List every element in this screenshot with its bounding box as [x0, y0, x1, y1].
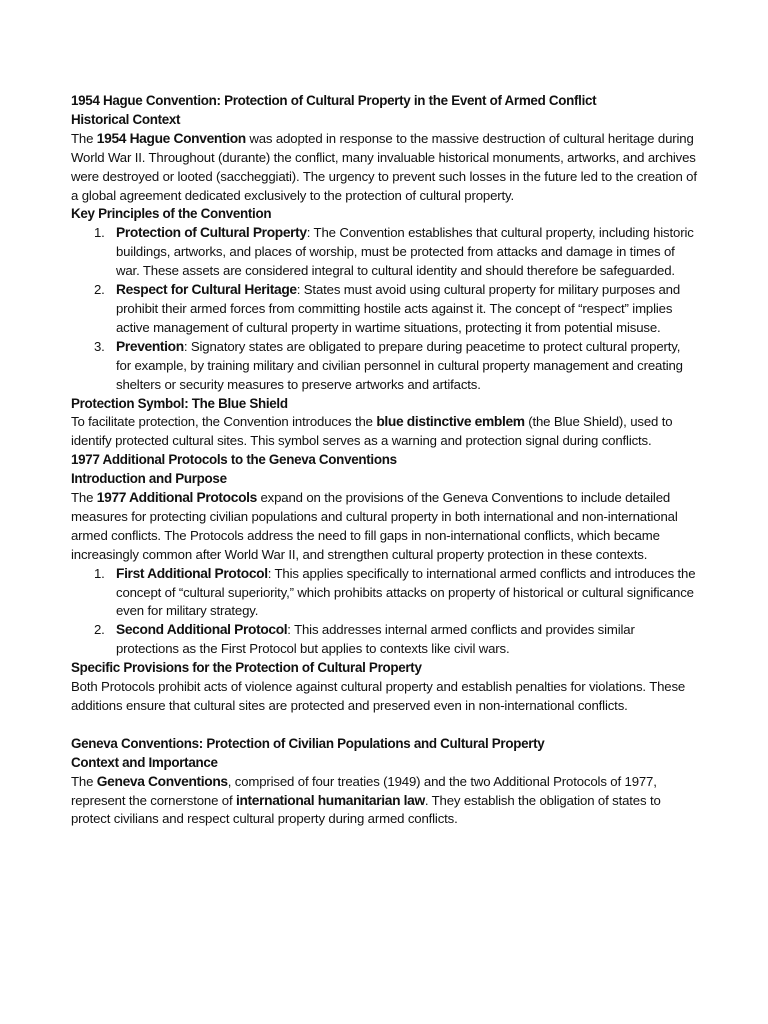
list-text: : Signatory states are obligated to prepare during peacetime to protect cultural property, for example, by training military and civilian personnel in cultural property management and creating shelters or security measures to preserve artworks and artifacts. [116, 338, 683, 392]
paragraph-historical-context: The 1954 Hague Convention was adopted in response to the massive destruction of cultural heritage during World War II. Throughout (durante) the conflict, many invaluable historical monuments, artworks, and archives were destroyed or looted (saccheggiati). The urgency to prevent such losses in the future led to the creation of a global agreement dedicated exclusively to the protection of cultural property. [71, 130, 697, 203]
list-term: Second Additional Protocol [116, 622, 288, 638]
list-term: Prevention [116, 338, 184, 354]
paragraph-specific-provisions: Both Protocols prohibit acts of violence against cultural property and establish penalties for violations. These additions ensure that cultural sites are protected and preserved even in non-international conflicts. [71, 679, 686, 713]
paragraph-protection-symbol: To facilitate protection, the Convention introduces the blue distinctive emblem (the Blue Shield), used to identify protected cultural sites. This symbol serves as a warning and protection signal during conflicts. [71, 414, 673, 449]
heading-introduction: Introduction and Purpose [71, 471, 227, 487]
list-item [94, 281, 698, 338]
list-item [94, 565, 698, 622]
list-term: First Additional Protocol [116, 565, 268, 581]
heading-context-importance: Context and Importance [71, 754, 218, 770]
section-title-protocols: 1977 Additional Protocols to the Geneva Conventions [71, 452, 397, 468]
list-number: 1. [94, 225, 105, 241]
list-text: : States must avoid using cultural property for military purposes and prohibit their armed forces from committing hostile acts against it. The concept of “respect” implies active management of cultural property in wartime situations, protecting it from potential misuse. [116, 282, 681, 335]
document-body [71, 92, 698, 829]
blank-line [71, 716, 698, 735]
bold-term: blue distinctive emblem [376, 414, 525, 430]
principles-list [71, 224, 698, 394]
heading-key-principles: Key Principles of the Convention [71, 206, 272, 222]
heading-protection-symbol: Protection Symbol: The Blue Shield [71, 395, 288, 411]
list-number: 2. [94, 622, 105, 638]
list-text: : This applies specifically to international armed conflicts and introduces the concept of “cultural superiority,” which prohibits attacks on property of historical or cultural significance even for military strategy. [116, 565, 696, 619]
section-title-hague: 1954 Hague Convention: Protection of Cultural Property in the Event of Armed Conflict [71, 93, 597, 108]
bold-term: Geneva Conventions [96, 773, 228, 789]
bold-term: international humanitarian law [236, 792, 425, 808]
paragraph-context-importance: The Geneva Conventions, comprised of four treaties (1949) and the two Additional Protocols of 1977, represent the cornerstone of international humanitarian law. They establish the obligation of states to protect civilians and respect cultural property during armed conflicts. [71, 773, 661, 827]
list-term: Respect for Cultural Heritage [116, 282, 297, 298]
protocols-list [71, 565, 698, 660]
list-text: : This addresses internal armed conflicts and provides similar protections as the First Protocol but applies to contexts like civil wars. [116, 622, 635, 657]
heading-specific-provisions: Specific Provisions for the Protection of Cultural Property [71, 660, 422, 676]
list-item [94, 338, 698, 395]
bold-term: 1977 Additional Protocols [96, 490, 257, 506]
list-item [94, 621, 698, 659]
list-number: 1. [94, 565, 105, 581]
paragraph-introduction: The 1977 Additional Protocols expand on the provisions of the Geneva Conventions to include detailed measures for protecting civilian populations and cultural property in both international and non-international armed conflicts. The Protocols address the need to fill gaps in non-international conflicts, which became increasingly common after World War II, and strengthen cultural property protection in these contexts. [71, 490, 678, 562]
bold-term: 1954 Hague Convention [96, 130, 246, 146]
list-item [94, 224, 698, 281]
heading-historical-context: Historical Context [71, 111, 181, 127]
list-term: Protection of Cultural Property [116, 225, 307, 241]
list-number: 2. [94, 282, 105, 298]
list-text: : The Convention establishes that cultural property, including historic buildings, artworks, and places of worship, must be protected from attacks and damage in times of war. These assets are considered integral to cultural identity and should therefore be safeguarded. [116, 225, 694, 279]
list-number: 3. [94, 338, 105, 354]
section-title-geneva: Geneva Conventions: Protection of Civilian Populations and Cultural Property [71, 735, 545, 751]
